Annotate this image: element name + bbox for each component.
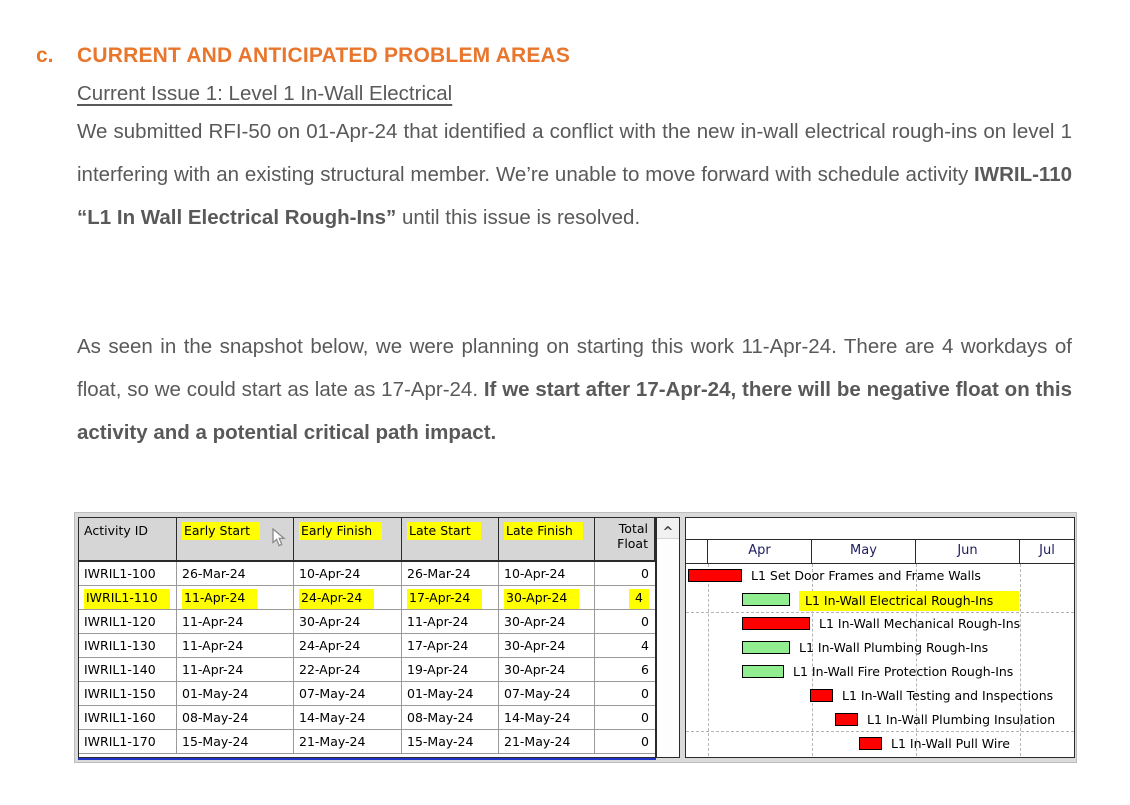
cell-value: 24-Apr-24 [299,589,374,607]
gantt-bar[interactable] [688,569,742,582]
gantt-panel [685,517,1075,758]
paragraph-bold-activity: IWRIL-110 “L1 In Wall Electrical Rough-Ins” [77,163,1072,229]
table-cell-total-float [595,610,655,633]
cell-value: 14-May-24 [504,710,571,725]
table-selection-line [78,758,656,760]
gantt-row [686,732,1074,756]
cell-value: 30-Apr-24 [299,614,361,629]
gantt-bar[interactable] [859,737,882,750]
gantt-row [686,660,1074,684]
activity-table [78,517,656,758]
column-header-late-start[interactable] [402,518,499,560]
month-cell-partial [686,540,708,563]
table-row[interactable] [79,586,655,610]
paragraph-float [77,325,1072,454]
cell-value: IWRIL1-160 [84,710,156,725]
gantt-row [686,684,1074,708]
table-row[interactable] [79,562,655,586]
table-cell-total-float [595,634,655,657]
column-header-label: Activity ID [84,523,149,538]
table-cell-total-float [595,658,655,681]
table-cell-early-start [177,634,294,657]
cell-value: 11-Apr-24 [182,614,244,629]
gantt-row [686,708,1074,732]
table-cell-activity-id [79,586,177,609]
cell-value: 0 [641,566,649,581]
cell-value: 10-Apr-24 [504,566,566,581]
cell-value: 26-Mar-24 [407,566,471,581]
column-header-early-finish[interactable] [294,518,402,560]
cell-value: 6 [641,662,649,677]
cell-value: 11-Apr-24 [182,638,244,653]
table-cell-late-finish [499,562,595,585]
column-header-label: Late Start [407,522,481,540]
cell-value: 21-May-24 [504,734,571,749]
cell-value: 08-May-24 [182,710,249,725]
table-cell-late-finish [499,634,595,657]
table-row[interactable] [79,658,655,682]
column-header-late-finish[interactable] [499,518,595,560]
table-cell-late-start [402,562,499,585]
table-cell-late-finish [499,706,595,729]
cell-value: 30-Apr-24 [504,638,566,653]
cell-value: IWRIL1-170 [84,734,156,749]
column-header-label: Early Finish [299,522,382,540]
cell-value: 24-Apr-24 [299,638,361,653]
table-cell-early-finish [294,730,402,753]
month-label: Apr [748,543,771,558]
gantt-row [686,588,1074,612]
month-label: Jul [1039,543,1055,558]
column-header-label: Float [617,536,648,551]
month-cell-jun [916,540,1020,563]
chevron-up-icon: ^ [662,525,674,540]
table-row[interactable] [79,730,655,754]
cell-value: 0 [641,734,649,749]
table-cell-activity-id [79,562,177,585]
table-header-row [79,518,655,562]
cell-value: 4 [629,589,649,607]
gantt-row [686,636,1074,660]
cell-value: 19-Apr-24 [407,662,469,677]
table-cell-early-finish [294,610,402,633]
cell-value: 0 [641,686,649,701]
gantt-bar-label: L1 Set Door Frames and Frame Walls [751,568,981,583]
table-cell-early-finish [294,706,402,729]
vertical-scrollbar[interactable] [656,517,680,758]
gantt-row [686,564,1074,588]
cell-value: 07-May-24 [299,686,366,701]
gantt-row [686,612,1074,636]
table-cell-late-finish [499,610,595,633]
table-cell-activity-id [79,610,177,633]
cell-value: 15-May-24 [182,734,249,749]
table-cell-total-float [595,730,655,753]
cell-value: 4 [641,638,649,653]
table-cell-early-start [177,682,294,705]
paragraph-rfi [77,110,1072,239]
section-letter: c. [36,44,54,67]
gantt-chart-area [686,564,1074,756]
table-cell-late-start [402,610,499,633]
cell-value: IWRIL1-120 [84,614,156,629]
gantt-bar-label: L1 In-Wall Plumbing Rough-Ins [799,640,989,655]
table-cell-late-start [402,730,499,753]
cell-value: 11-Apr-24 [182,662,244,677]
table-row[interactable] [79,610,655,634]
table-row[interactable] [79,634,655,658]
table-cell-early-finish [294,562,402,585]
schedule-table-body [79,562,655,754]
gantt-bar-label: L1 In-Wall Testing and Inspections [842,688,1054,703]
table-cell-early-start [177,562,294,585]
section-heading: CURRENT AND ANTICIPATED PROBLEM AREAS [77,44,571,67]
table-cell-late-start [402,634,499,657]
table-cell-activity-id [79,658,177,681]
paragraph-bold-warning: If we start after 17-Apr-24, there will be negative float on this activity and a potential critical path impact. [77,378,1072,444]
table-cell-late-start [402,706,499,729]
table-cell-early-start [177,706,294,729]
table-cell-early-finish [294,682,402,705]
column-header-label: Total [618,521,648,536]
cell-value: 15-May-24 [407,734,474,749]
table-cell-early-finish [294,586,402,609]
gantt-bar[interactable] [742,665,784,678]
table-cell-late-start [402,586,499,609]
table-cell-activity-id [79,730,177,753]
cell-value: 30-Apr-24 [504,662,566,677]
gantt-bar[interactable] [742,641,790,654]
gantt-bar[interactable] [810,689,833,702]
gantt-bar-label: L1 In-Wall Electrical Rough-Ins [799,591,1019,611]
cell-value: 10-Apr-24 [299,566,361,581]
cell-value: IWRIL1-100 [84,566,156,581]
cell-value: 22-Apr-24 [299,662,361,677]
cell-value: 17-Apr-24 [407,638,469,653]
table-cell-early-finish [294,658,402,681]
column-header-label: Early Start [182,522,260,540]
paragraph-text: As seen in the snapshot below, we were planning on starting this work 11-Apr-24. There are 4 workdays of float, so we could start as late as 17-Apr-24. [77,335,1072,401]
gantt-bar-label: L1 In-Wall Pull Wire [891,736,1010,751]
cell-value: 26-Mar-24 [182,566,246,581]
cell-value: IWRIL1-150 [84,686,156,701]
gantt-bar-label: L1 In-Wall Plumbing Insulation [867,712,1056,727]
table-cell-total-float [595,586,655,609]
cell-value: 07-May-24 [504,686,571,701]
month-cell-may [812,540,916,563]
cell-value: 30-Apr-24 [504,589,579,607]
column-header-total-float[interactable] [595,518,655,560]
gantt-bar[interactable] [742,593,790,606]
table-cell-early-start [177,658,294,681]
gantt-bar-label: L1 In-Wall Fire Protection Rough-Ins [793,664,1014,679]
cell-value: 17-Apr-24 [407,589,482,607]
schedule-screenshot [74,512,1077,763]
cell-value: 21-May-24 [299,734,366,749]
cell-value: 0 [641,614,649,629]
month-cell-jul [1020,540,1074,563]
cell-value: IWRIL1-140 [84,662,156,677]
cell-value: IWRIL1-110 [84,589,170,607]
table-cell-late-start [402,682,499,705]
cell-value: 0 [641,710,649,725]
paragraph-text: We submitted RFI-50 on 01-Apr-24 that identified a conflict with the new in-wall electrical rough-ins on level 1 interfering with an existing structural member. We’re unable to move forward with schedule activity [77,120,1072,186]
table-cell-late-finish [499,586,595,609]
table-cell-late-finish [499,730,595,753]
month-label: Jun [957,543,978,558]
table-cell-early-start [177,730,294,753]
table-row[interactable] [79,706,655,730]
table-cell-late-finish [499,658,595,681]
cell-value: IWRIL1-130 [84,638,156,653]
column-header-activity-id[interactable] [79,518,177,560]
table-cell-early-start [177,610,294,633]
paragraph-text: until this issue is resolved. [396,206,641,229]
table-cell-total-float [595,562,655,585]
cell-value: 08-May-24 [407,710,474,725]
month-label: May [850,543,877,558]
table-cell-early-start [177,586,294,609]
column-header-label: Late Finish [504,522,583,540]
cell-value: 11-Apr-24 [407,614,469,629]
table-cell-activity-id [79,634,177,657]
cell-value: 11-Apr-24 [182,589,257,607]
mouse-cursor-icon [272,528,286,548]
table-cell-late-finish [499,682,595,705]
scroll-up-button[interactable] [657,518,679,539]
gantt-bar[interactable] [835,713,858,726]
cell-value: 01-May-24 [407,686,474,701]
gantt-bar[interactable] [742,617,810,630]
issue-subheading: Current Issue 1: Level 1 In-Wall Electrical [77,82,453,105]
table-cell-late-start [402,658,499,681]
month-cell-apr [708,540,812,563]
cell-value: 01-May-24 [182,686,249,701]
table-cell-total-float [595,706,655,729]
table-cell-activity-id [79,706,177,729]
gantt-timescale-top [686,518,1074,540]
gantt-bar-label: L1 In-Wall Mechanical Rough-Ins [819,616,1021,631]
gantt-timescale [686,540,1074,564]
cell-value: 14-May-24 [299,710,366,725]
table-cell-early-finish [294,634,402,657]
cell-value: 30-Apr-24 [504,614,566,629]
table-cell-activity-id [79,682,177,705]
table-row[interactable] [79,682,655,706]
table-cell-total-float [595,682,655,705]
